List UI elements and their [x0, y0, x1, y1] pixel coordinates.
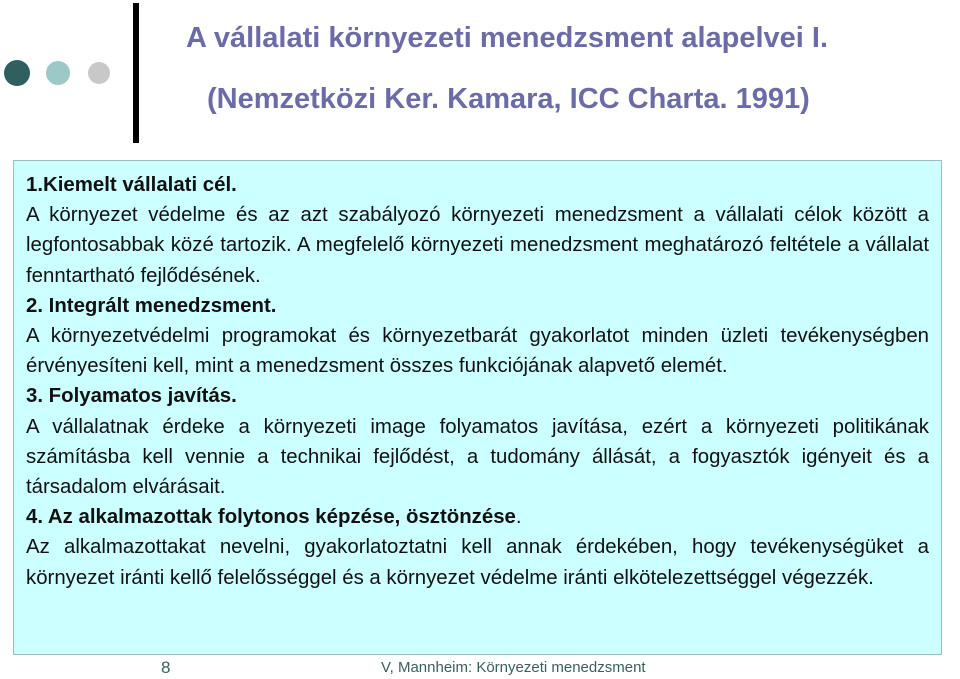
section-1-heading: 1.Kiemelt vállalati cél.	[26, 174, 237, 196]
title-divider-bar	[133, 3, 139, 143]
section-2-body: A környezetvédelmi programokat és környezetbarát gyakorlatot minden üzleti tevékenységben érvényesíteni kell, mint a menedzsment összes funkciójának alapvető elemét.	[26, 325, 929, 378]
section-3-body: A vállalatnak érdeke a környezeti image folyamatos javítása, ezért a környezeti politikának számításba kell vennie a technikai fejlődést, a tudomány állását, a fogyasztók igényeit és a társadalom elvárásait.	[26, 415, 929, 499]
section-3-heading: 3. Folyamatos javítás.	[26, 385, 237, 408]
section-2-heading: 2. Integrált menedzsment.	[26, 294, 277, 317]
footer-source: V, Mannheim: Környezeti menedzsment	[381, 659, 646, 676]
section-4-heading: 4. Az alkalmazottak folytonos képzése, ösztönzése.	[26, 506, 522, 529]
decorative-dot-grey	[88, 62, 110, 84]
content-box	[13, 160, 942, 655]
page-number: 8	[161, 658, 171, 677]
decorative-dot-light	[46, 61, 70, 85]
section-4-body: Az alkalmazottakat nevelni, gyakorlatoztatni kell annak érdekében, hogy tevékenységüket a környezet iránti kellő felelősséggel és a környezet védelme iránti elkötelezettséggel végezzék.	[26, 536, 929, 589]
slide-title-line-2: (Nemzetközi Ker. Kamara, ICC Charta. 1991)	[207, 83, 810, 115]
decorative-dot-dark	[4, 60, 30, 86]
slide-title-line-1: A vállalati környezeti menedzsment alapelvei I.	[186, 22, 829, 54]
section-1-body: A környezet védelme és az azt szabályozó környezeti menedzsment a vállalati célok között a legfontosabbak közé tartozik. A megfelelő környezeti menedzsment meghatározó feltétele a vállalat fenntartható fejlődésének.	[26, 204, 929, 287]
